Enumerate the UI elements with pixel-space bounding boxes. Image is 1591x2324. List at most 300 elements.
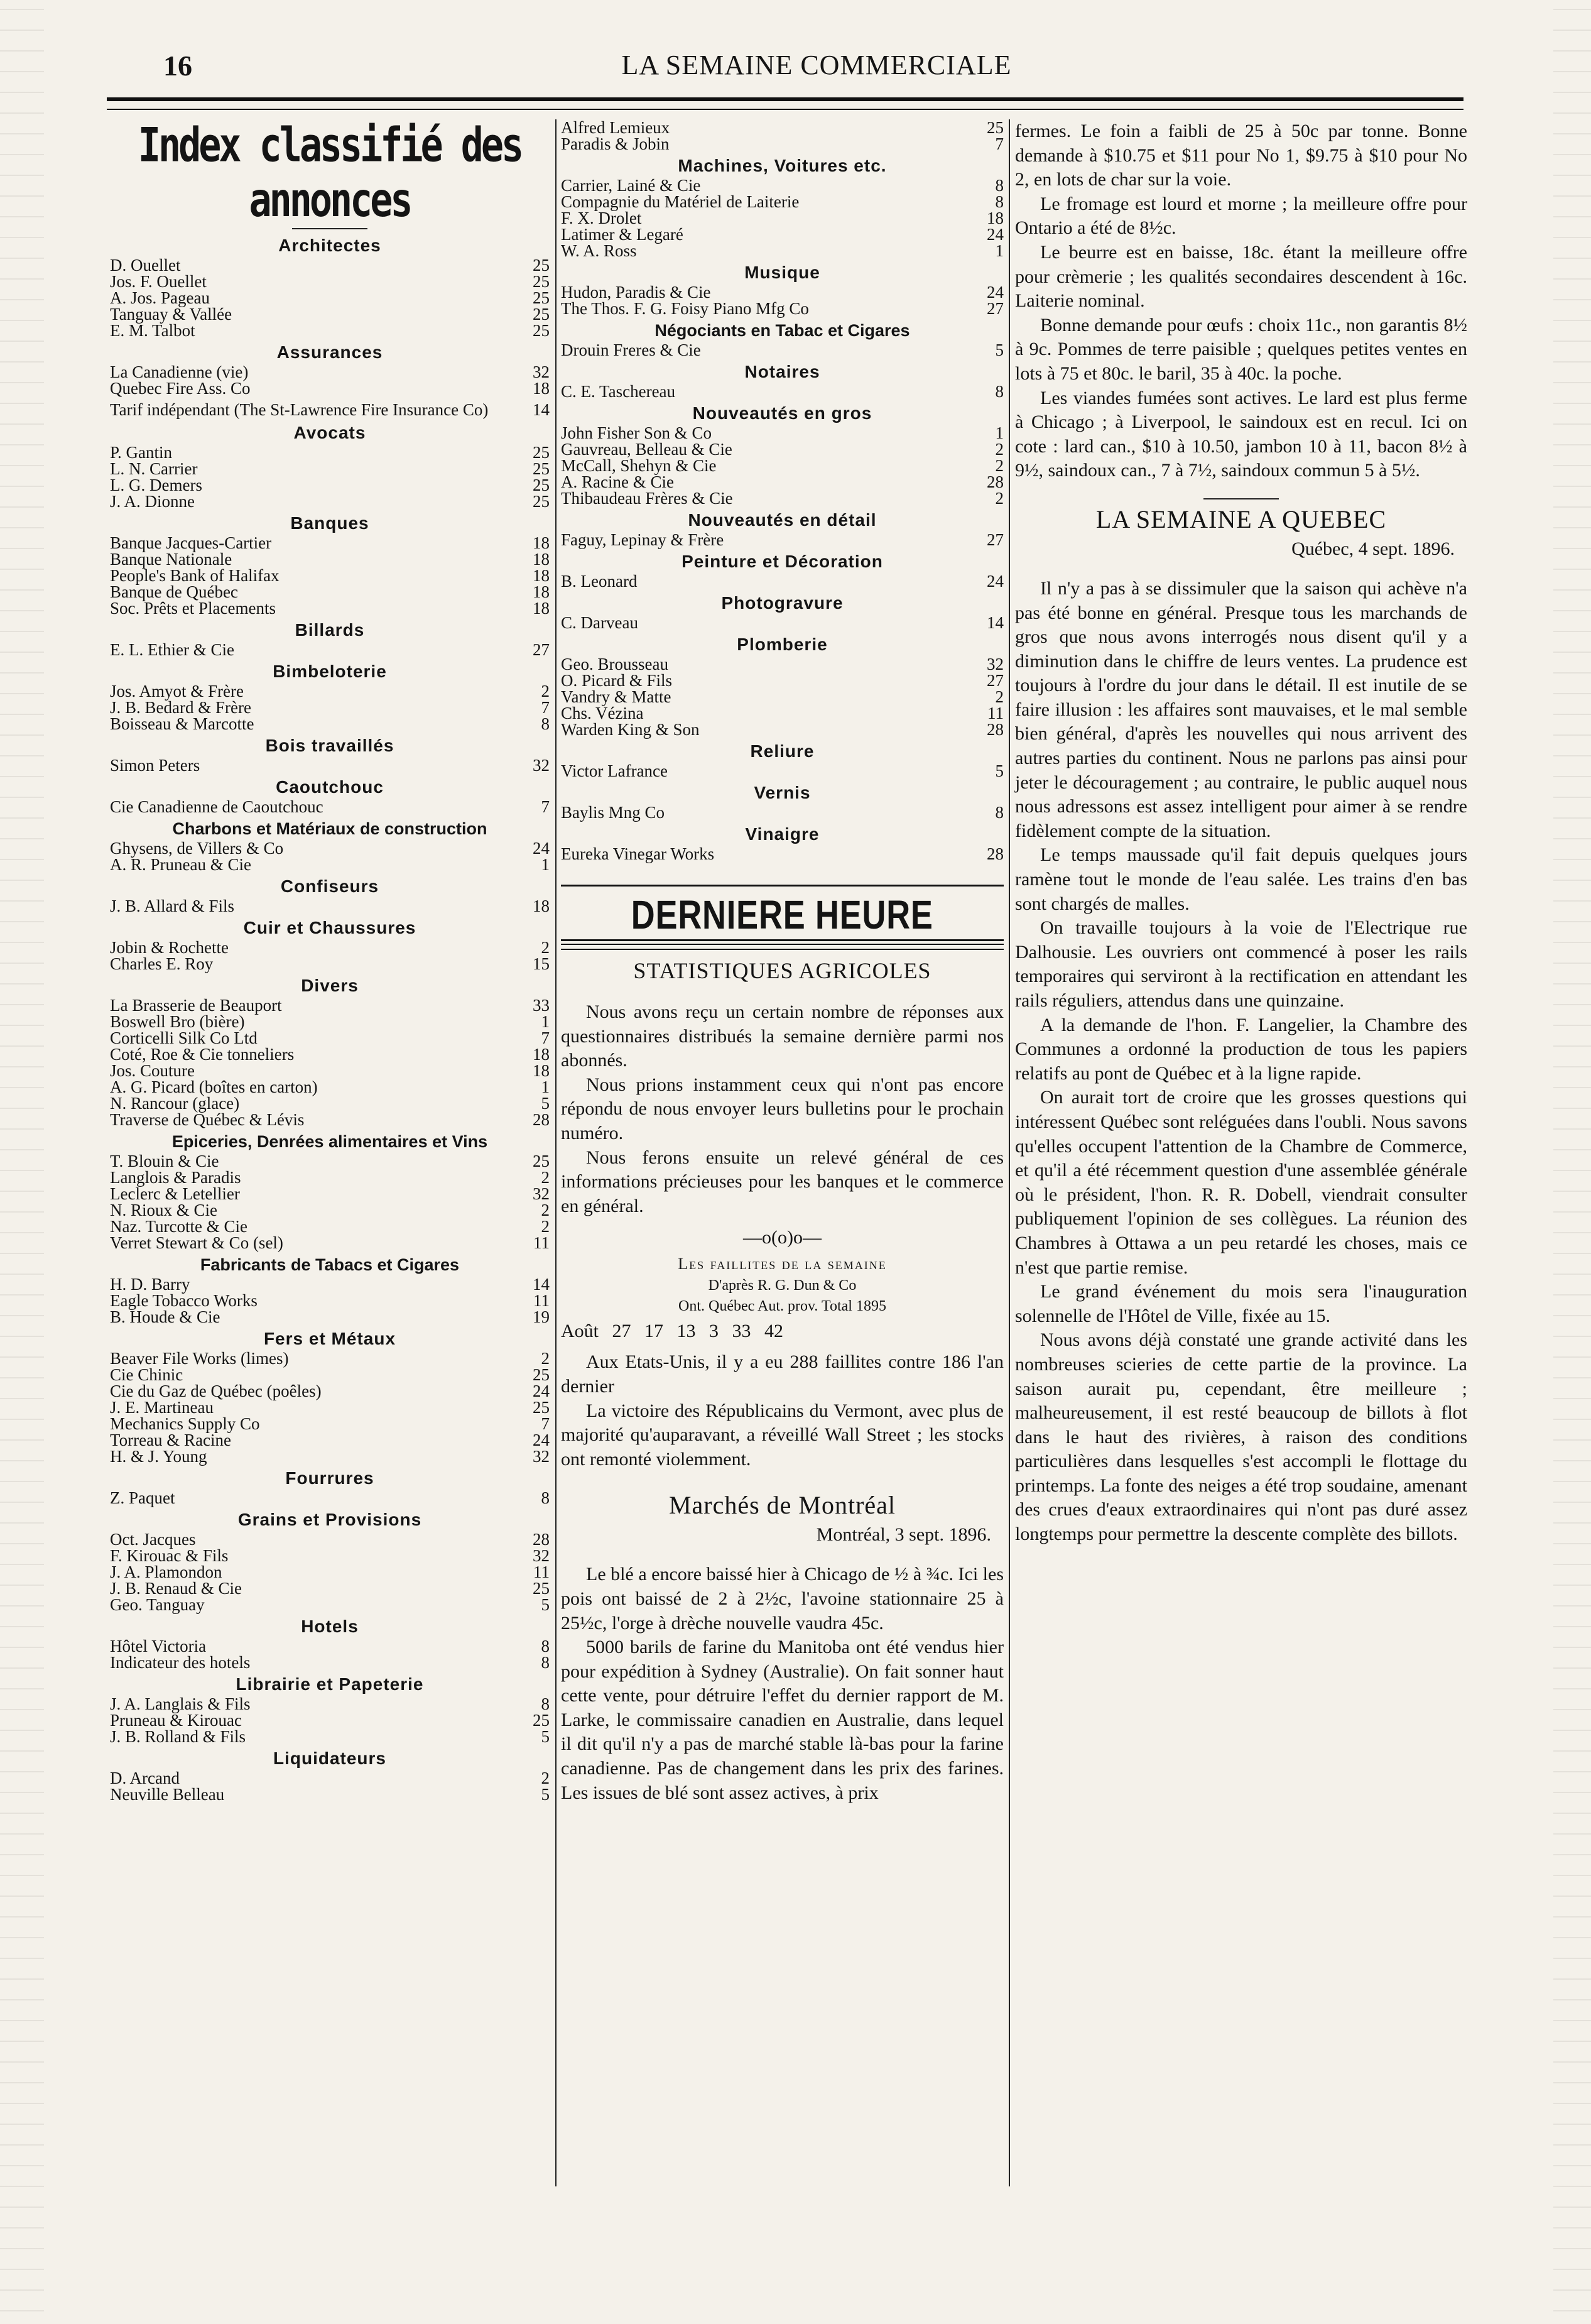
advertiser-name: Geo. Brousseau <box>561 655 668 674</box>
index-entry <box>110 322 550 339</box>
advertiser-name: E. M. Talbot <box>110 321 195 340</box>
page-ref: 25 <box>533 321 550 340</box>
index-category: Charbons et Matériaux de construction <box>172 819 487 838</box>
index-entry <box>561 342 1004 358</box>
page-ref: 32 <box>533 1447 550 1466</box>
advertiser-name: D. Arcand <box>110 1769 180 1787</box>
advertiser-name: Simon Peters <box>110 756 200 775</box>
advertiser-name: L. N. Carrier <box>110 459 198 478</box>
page-ref: 25 <box>533 305 550 324</box>
page-ref: 7 <box>541 797 550 816</box>
headline-text: DERNIERE HEURE <box>631 892 933 937</box>
index-entry <box>110 1728 550 1745</box>
page-number: 16 <box>163 50 192 82</box>
index-entry <box>110 290 550 306</box>
index-entry <box>110 1062 550 1079</box>
advertiser-name: Carrier, Lainé & Cie <box>561 176 701 195</box>
page-ref: 32 <box>533 1546 550 1565</box>
index-entry <box>110 1235 550 1251</box>
index-category: Nouveautés en détail <box>688 510 877 530</box>
index-entry <box>110 1218 550 1235</box>
page-ref: 11 <box>533 1291 550 1310</box>
article-paragraph: On aurait tort de croire que les grosses questions qui intéressent Québec sont reléguées dans l'oubli. Nous savons qu'elles occupent l'attention de la Chambre de Commerce, et qu'il a été récemment question d'une assemblée générale où le président, l'hon. R. R. Dobell, viendrait consulter publiquement l'opinion de ses collègues. La réunion des Chambres à Ottawa a un peu retardé les choses, mais ce n'est que partie remise. <box>1015 1087 1467 1278</box>
page-ref: 11 <box>533 1233 550 1252</box>
index-category: Hotels <box>301 1617 359 1636</box>
index-entry <box>110 799 550 815</box>
ornament: —o(o)o— <box>743 1227 822 1248</box>
page-ref: 25 <box>533 443 550 462</box>
page-ref: 2 <box>995 456 1004 475</box>
page-ref: 19 <box>533 1307 550 1326</box>
index-entry <box>561 210 1004 226</box>
advertiser-name: F. X. Drolet <box>561 209 642 227</box>
advertiser-name: Torreau & Racine <box>110 1431 232 1449</box>
advertiser-name: McCall, Shehyn & Cie <box>561 456 717 475</box>
index-entry <box>110 898 550 914</box>
advertiser-name: Hudon, Paradis & Cie <box>561 283 711 302</box>
article-paragraph: Nous avons reçu un certain nombre de réponses aux questionnaires distribués la semaine dernière parmi nos abonnés. <box>561 1001 1004 1071</box>
page-ref: 32 <box>533 363 550 381</box>
advertiser-name: Thibaudeau Frères & Cie <box>561 489 733 508</box>
page-ref: 15 <box>533 954 550 973</box>
advertiser-name: Cie Chinic <box>110 1365 183 1384</box>
advertiser-name: A. R. Pruneau & Cie <box>110 855 251 874</box>
index-title: Index classifié des annonces <box>138 117 522 228</box>
article-paragraph: 5000 barils de farine du Manitoba ont été vendus hier pour expédition à Sydney (Australie). On fait sonner haut cette vente, pour détruire l'effet du dernier rapport de M. Larke, le commissaire canadien en Australie, dans lequel il dit qu'il n'y a pas de marché stable là-bas pour la farine canadienne. Pas de changement dans les prix des farines. Les issues de blé sont assez actives, à prix <box>561 1637 1004 1803</box>
article-paragraph: Le temps maussade qu'il fait depuis quelques jours ramène tout le monde de l'eau salée. Les trains d'en bas sont chargés de malles. <box>1015 844 1467 914</box>
page-ref: 25 <box>533 288 550 307</box>
page-ref: 1 <box>541 855 550 874</box>
page-ref: 2 <box>995 489 1004 508</box>
advertiser-name: L. G. Demers <box>110 476 202 494</box>
index-entry <box>110 856 550 873</box>
divider <box>292 228 367 229</box>
index-entry <box>561 532 1004 548</box>
page-ref: 25 <box>533 1711 550 1730</box>
page-ref: 8 <box>995 192 1004 211</box>
advertiser-name: Traverse de Québec & Lévis <box>110 1110 305 1129</box>
advertiser-name: Boisseau & Marcotte <box>110 714 254 733</box>
index-category: Cuir et Chaussures <box>243 918 416 937</box>
divider <box>1203 498 1279 499</box>
article-paragraph: Nous prions instamment ceux qui n'ont pas encore répondu de nous envoyer leurs bulletins pour le prochain numéro. <box>561 1074 1004 1143</box>
advertiser-name: Quebec Fire Ass. Co <box>110 379 251 398</box>
index-entry <box>110 1013 550 1030</box>
advertiser-name: B. Houde & Cie <box>110 1307 220 1326</box>
index-entry <box>561 441 1004 457</box>
page-ref: 7 <box>541 1028 550 1047</box>
advertiser-name: J. E. Martineau <box>110 1398 214 1417</box>
index-entry <box>110 1696 550 1712</box>
left-scan-margin <box>0 0 44 2324</box>
index-entry <box>110 1654 550 1671</box>
index-category: Divers <box>301 976 359 995</box>
index-category: Caoutchouc <box>276 777 384 797</box>
advertiser-name: Hôtel Victoria <box>110 1637 207 1656</box>
page-ref: 25 <box>533 476 550 494</box>
advertiser-name: Alfred Lemieux <box>561 118 670 137</box>
advertiser-name: Boswell Bro (bière) <box>110 1012 245 1031</box>
page-ref: 5 <box>541 1595 550 1614</box>
index-entry <box>561 689 1004 705</box>
advertiser-name: Corticelli Silk Co Ltd <box>110 1028 258 1047</box>
index-category: Reliure <box>750 741 815 761</box>
index-category: Fers et Métaux <box>263 1329 396 1348</box>
index-entry <box>110 1030 550 1046</box>
advertiser-name: Geo. Tanguay <box>110 1595 205 1614</box>
index-entry <box>110 306 550 322</box>
page-header <box>163 49 1470 87</box>
advertiser-name: Eureka Vinegar Works <box>561 844 715 863</box>
index-entry <box>561 573 1004 589</box>
index-entry <box>110 1153 550 1169</box>
index-category: Plomberie <box>737 635 828 654</box>
page-ref: 2 <box>541 1168 550 1187</box>
index-entry <box>110 1309 550 1325</box>
advertiser-name: Banque de Québec <box>110 582 238 601</box>
page-ref: 7 <box>541 698 550 717</box>
article-paragraph: Le fromage est lourd et morne ; la meilleure offre pour Ontario a été de 8½c. <box>1015 193 1467 239</box>
index-entry <box>110 584 550 600</box>
page-ref: 27 <box>987 530 1004 549</box>
index-entry <box>110 444 550 461</box>
index-entry <box>110 1095 550 1111</box>
index-category: Négociants en Tabac et Cigares <box>654 321 910 340</box>
advertiser-name: N. Rioux & Cie <box>110 1201 218 1219</box>
page-ref: 25 <box>987 118 1004 137</box>
page-ref: 28 <box>533 1110 550 1129</box>
article-paragraph: Nous ferons ensuite un relevé général de ces informations précieuses pour les banques et le commerce en général. <box>561 1147 1004 1216</box>
advertiser-name: T. Blouin & Cie <box>110 1152 219 1170</box>
page-ref: 25 <box>533 1398 550 1417</box>
index-category: Musique <box>744 263 820 282</box>
page-ref: 32 <box>533 1184 550 1203</box>
index-category: Epiceries, Denrées alimentaires et Vins <box>171 1132 488 1151</box>
index-entry <box>110 1169 550 1186</box>
page-ref: 18 <box>533 550 550 569</box>
page-ref: 24 <box>987 283 1004 302</box>
article-paragraph: Le beurre est en baisse, 18c. étant la meilleure offre pour crèmerie ; les qualités secondaires descendent à 16c. Laiterie nominal. <box>1015 241 1467 312</box>
index-entry <box>110 1276 550 1292</box>
index-category: Confiseurs <box>280 876 379 896</box>
index-category: Notaires <box>744 362 820 381</box>
advertiser-name: F. Kirouac & Fils <box>110 1546 229 1565</box>
faillites-title: Les faillites de la semaine <box>678 1255 887 1274</box>
page-ref: 18 <box>533 1061 550 1080</box>
page-ref: 28 <box>987 720 1004 739</box>
index-entry <box>110 1186 550 1202</box>
page-ref: 27 <box>987 299 1004 318</box>
page-ref: 18 <box>533 533 550 552</box>
index-entry <box>110 1079 550 1095</box>
index-entry <box>110 939 550 956</box>
advertiser-name: Ghysens, de Villers & Co <box>110 839 284 858</box>
advertiser-name: Jobin & Rochette <box>110 938 229 957</box>
article-paragraph-continued: fermes. Le foin a faibli de 25 à 50c par tonne. Bonne demande à $10.75 et $11 pour No 1, $9.75 à $10 pour No 2, en lots de char sur la voie. <box>1015 121 1467 190</box>
index-category: Photogravure <box>721 593 844 613</box>
advertiser-name: Jos. Amyot & Frère <box>110 682 244 701</box>
derniere-heure-headline <box>561 885 1004 941</box>
advertiser-name: Beaver File Works (limes) <box>110 1349 289 1368</box>
advertiser-name: D. Ouellet <box>110 256 181 275</box>
column-rule <box>555 119 557 2186</box>
quebec-dateline: Québec, 4 sept. 1896. <box>1291 538 1455 559</box>
advertiser-name: Warden King & Son <box>561 720 700 739</box>
page-ref: 2 <box>541 1349 550 1368</box>
article-paragraph: La victoire des Républicains du Vermont, avec plus de majorité qu'auparavant, a réveillé Wall Street ; les stocks ont remonté violemment. <box>561 1400 1004 1470</box>
advertiser-name: Neuville Belleau <box>110 1785 225 1804</box>
page-ref: 1 <box>995 241 1004 260</box>
index-category: Machines, Voitures etc. <box>678 156 887 175</box>
index-category: Bimbeloterie <box>273 662 387 681</box>
index-entry <box>110 1490 550 1506</box>
advertiser-name: J. A. Dionne <box>110 492 195 511</box>
page-ref: 14 <box>987 613 1004 632</box>
index-entry <box>110 1596 550 1613</box>
index-entry <box>110 1367 550 1383</box>
page-ref: 8 <box>995 803 1004 822</box>
index-entry <box>110 535 550 551</box>
advertiser-name: N. Rancour (glace) <box>110 1094 240 1113</box>
index-entry <box>110 493 550 510</box>
advertiser-name: Tanguay & Vallée <box>110 305 232 324</box>
index-entry <box>110 1350 550 1367</box>
index-entry <box>110 477 550 493</box>
page-ref: 7 <box>541 1414 550 1433</box>
advertiser-name: A. Jos. Pageau <box>110 288 210 307</box>
page-ref: 18 <box>987 209 1004 227</box>
index-category: Avocats <box>293 423 366 442</box>
index-entry <box>110 1547 550 1564</box>
page-ref: 8 <box>541 1637 550 1656</box>
advertiser-name: Leclerc & Letellier <box>110 1184 240 1203</box>
advertiser-name: Charles E. Roy <box>110 954 214 973</box>
advertiser-name: People's Bank of Halifax <box>110 566 280 585</box>
advertiser-name: C. E. Taschereau <box>561 382 676 401</box>
advertiser-name: C. Darveau <box>561 613 638 632</box>
index-category: Grains et Provisions <box>237 1510 422 1529</box>
index-category: Vinaigre <box>745 824 820 844</box>
index-entry <box>110 1770 550 1786</box>
index-entry <box>561 119 1004 136</box>
index-entry <box>110 600 550 616</box>
index-entry <box>110 273 550 290</box>
advertiser-name: Baylis Mng Co <box>561 803 665 822</box>
header-rule <box>107 97 1463 110</box>
index-entry <box>110 1564 550 1580</box>
page-ref: 27 <box>533 640 550 659</box>
index-list <box>110 236 550 1803</box>
index-entry <box>561 721 1004 738</box>
advertiser-name: J. B. Rolland & Fils <box>110 1727 246 1746</box>
advertiser-name: Tarif indépendant (The St-Lawrence Fire Insurance Co) <box>110 400 489 419</box>
advertiser-name: Gauvreau, Belleau & Cie <box>561 440 732 459</box>
advertiser-name: J. B. Bedard & Frère <box>110 698 251 717</box>
page-ref: 8 <box>995 176 1004 195</box>
page-ref: 8 <box>541 714 550 733</box>
page-ref: 5 <box>995 761 1004 780</box>
index-category: Fourrures <box>285 1468 374 1488</box>
article-paragraph: Il n'y a pas à se dissimuler que la saison qui achève n'a pas été bonne en général. Presque tous les marchands de gros que nous avons interrogés nous disent qu'il y a diminution dans le chiffre de leurs ventes. La prudence est toujours à l'ordre du jour dans le détail. Il est inutile de se faire illusion : les affaires sont mauvaises, et le mal semble bien général, d'après les nouvelles qui nous arrivent des autres parties du continent. Nous ne parlons pas ainsi pour jeter le découragement ; au contraire, le public auquel nous nous adressons est assez intelligent pour aimer à se rendre fidèlement compte de la situation. <box>1015 577 1467 841</box>
index-entry <box>110 1712 550 1728</box>
divider <box>561 944 1004 950</box>
journal-title: LA SEMAINE COMMERCIALE <box>621 50 1012 80</box>
advertiser-name: O. Picard & Fils <box>561 671 673 690</box>
advertiser-name: Oct. Jacques <box>110 1530 196 1549</box>
advertiser-name: Langlois & Paradis <box>110 1168 241 1187</box>
index-entry <box>110 364 550 380</box>
advertiser-name: J. A. Langlais & Fils <box>110 1694 251 1713</box>
page-ref: 25 <box>533 1152 550 1170</box>
page-ref: 24 <box>987 225 1004 244</box>
index-entry <box>110 997 550 1013</box>
index-entry <box>561 656 1004 672</box>
page-ref: 1 <box>541 1077 550 1096</box>
index-entry <box>561 243 1004 259</box>
page-ref: 5 <box>541 1727 550 1746</box>
page-ref: 25 <box>533 272 550 291</box>
index-entry <box>110 1383 550 1399</box>
index-category: Peinture et Décoration <box>681 552 883 571</box>
index-entry <box>110 1432 550 1448</box>
index-entry <box>561 425 1004 441</box>
advertiser-name: Drouin Freres & Cie <box>561 341 701 359</box>
page-ref: 2 <box>541 1201 550 1219</box>
marches-dateline: Montréal, 3 sept. 1896. <box>816 1524 991 1546</box>
index-entry <box>110 461 550 477</box>
index-entry <box>561 300 1004 317</box>
page-ref: 8 <box>541 1694 550 1713</box>
page-ref: 2 <box>541 682 550 701</box>
page-ref: 24 <box>533 1382 550 1400</box>
page-ref: 32 <box>987 655 1004 674</box>
page-ref: 18 <box>533 1045 550 1064</box>
advertiser-name: A. Racine & Cie <box>561 472 674 491</box>
article-paragraph: Les viandes fumées sont actives. Le lard est plus ferme à Chicago ; à Liverpool, le saindoux est en recul. Ici on cote : lard can., $10 à 10.50, jambon 10 à 11, bacon 8½ à 9½, saindoux can., 7 à 7½, saindoux commun 5 à 5½. <box>1015 387 1467 481</box>
faillites-source: D'après R. G. Dun & Co <box>708 1277 857 1294</box>
index-entry <box>561 457 1004 474</box>
page-ref: 2 <box>541 938 550 957</box>
index-entry <box>561 846 1004 862</box>
advertiser-name: Cie du Gaz de Québec (poêles) <box>110 1382 322 1400</box>
right-column <box>1015 119 1467 1547</box>
advertiser-name: Compagnie du Matériel de Laiterie <box>561 192 800 211</box>
page-ref: 2 <box>995 440 1004 459</box>
middle-column <box>561 119 1004 1805</box>
page-ref: 27 <box>987 671 1004 690</box>
index-entry <box>110 840 550 856</box>
index-entry <box>110 641 550 658</box>
article-paragraph: Le blé a encore baissé hier à Chicago de ½ à ¾c. Ici les pois ont baissé de 2 à 2½c, l'avoine stationnaire 25 à 25½c, l'orge à drèche nouvelle vaudra 45c. <box>561 1564 1004 1634</box>
index-continuation <box>561 119 1004 862</box>
page-ref: 5 <box>541 1094 550 1113</box>
page-ref: 18 <box>533 599 550 618</box>
page-ref: 24 <box>533 1431 550 1449</box>
page-ref: 25 <box>533 459 550 478</box>
page-ref: 5 <box>541 1785 550 1804</box>
advertiser-name: Banque Nationale <box>110 550 232 569</box>
advertiser-name: J. A. Plamondon <box>110 1563 222 1581</box>
index-category: Nouveautés en gros <box>692 403 872 423</box>
index-entry <box>110 757 550 773</box>
page-ref: 1 <box>995 423 1004 442</box>
page-ref: 18 <box>533 566 550 585</box>
advertiser-name: J. B. Allard & Fils <box>110 897 235 915</box>
advertiser-name: A. G. Picard (boîtes en carton) <box>110 1077 318 1096</box>
index-entry <box>110 1111 550 1128</box>
page-ref: 25 <box>533 1365 550 1384</box>
advertiser-name: B. Leonard <box>561 572 638 591</box>
article-paragraph: Bonne demande pour œufs : choix 11c., non garantis 8½ à 9c. Pommes de terre paisible ; quelques petites ventes en lots à 75 et 80c. le baril, 35 à 40c. la poche. <box>1015 314 1467 384</box>
index-entry <box>561 194 1004 210</box>
page-ref: 24 <box>987 572 1004 591</box>
stats-title: STATISTIQUES AGRICOLES <box>633 958 931 983</box>
page-ref: 8 <box>541 1653 550 1672</box>
advertiser-name: Faguy, Lepinay & Frère <box>561 530 724 549</box>
page-ref: 11 <box>987 704 1004 723</box>
index-entry <box>110 1202 550 1218</box>
page-ref: 2 <box>541 1217 550 1236</box>
page-ref: 32 <box>533 756 550 775</box>
index-category: Architectes <box>278 236 381 255</box>
index-entry <box>110 257 550 273</box>
advertiser-name: Mechanics Supply Co <box>110 1414 260 1433</box>
index-column <box>110 119 550 1803</box>
index-entry <box>110 1292 550 1309</box>
index-entry <box>561 177 1004 194</box>
page-ref: 18 <box>533 379 550 398</box>
advertiser-name: Z. Paquet <box>110 1488 175 1507</box>
index-category: Assurances <box>276 342 383 362</box>
index-entry <box>110 551 550 567</box>
advertiser-name: E. L. Ethier & Cie <box>110 640 234 659</box>
index-entry <box>561 474 1004 490</box>
advertiser-name: Pruneau & Kirouac <box>110 1711 242 1730</box>
index-entry <box>110 1399 550 1416</box>
advertiser-name: Indicateur des hotels <box>110 1653 251 1672</box>
advertiser-name: La Brasserie de Beauport <box>110 996 282 1015</box>
marches-title: Marchés de Montréal <box>668 1491 896 1520</box>
index-entry <box>110 1448 550 1465</box>
index-entry <box>561 490 1004 506</box>
index-entry <box>110 683 550 699</box>
index-entry <box>110 1531 550 1547</box>
page-ref: 5 <box>995 341 1004 359</box>
advertiser-name: Cie Canadienne de Caoutchouc <box>110 797 323 816</box>
advertiser-name: Jos. F. Ouellet <box>110 272 207 291</box>
index-entry <box>561 284 1004 300</box>
page-ref: 18 <box>533 897 550 915</box>
index-category: Banques <box>290 513 369 533</box>
page-ref: 1 <box>541 1012 550 1031</box>
advertiser-name: La Canadienne (vie) <box>110 363 249 381</box>
index-entry <box>561 226 1004 243</box>
advertiser-name: W. A. Ross <box>561 241 637 260</box>
index-entry <box>110 699 550 716</box>
article-paragraph: On travaille toujours à la voie de l'Electrique rue Dalhousie. Les ouvriers ont commencé à poser les rails temporaires qui serviront à la rectification en attendant les rails réguliers, attendus dans une quinzaine. <box>1015 917 1467 1011</box>
page-ref: 2 <box>541 1769 550 1787</box>
index-category: Vernis <box>754 783 811 802</box>
index-entry <box>561 672 1004 689</box>
index-entry <box>561 136 1004 152</box>
page-ref: 8 <box>995 382 1004 401</box>
index-entry <box>561 383 1004 400</box>
advertiser-name: Coté, Roe & Cie tonneliers <box>110 1045 295 1064</box>
page-ref: 18 <box>533 582 550 601</box>
index-entry <box>110 716 550 732</box>
page-ref: 25 <box>533 492 550 511</box>
advertiser-name: Naz. Turcotte & Cie <box>110 1217 247 1236</box>
